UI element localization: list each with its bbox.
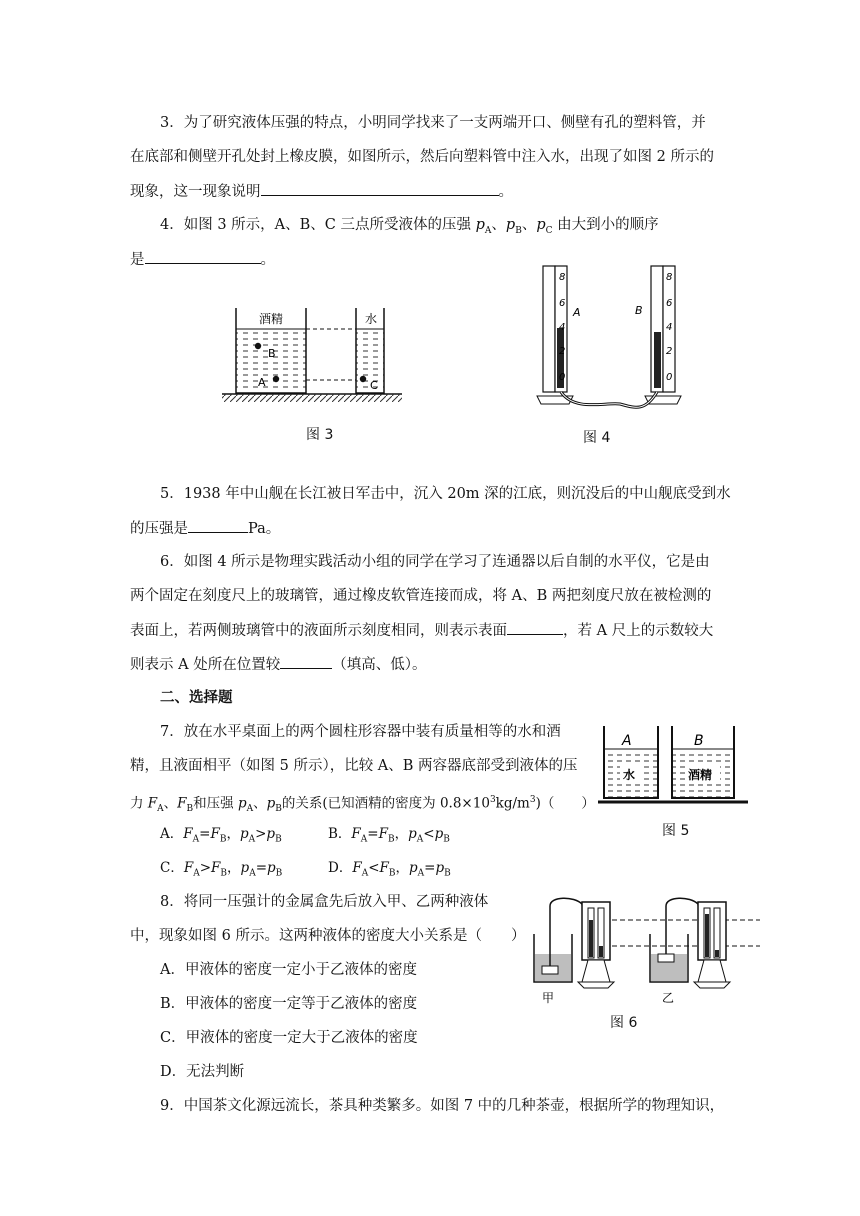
answer-blank[interactable] <box>188 518 248 533</box>
figure-4-diagram <box>535 262 685 422</box>
q6-line-3: 表面上，若两侧玻璃管中的液面所示刻度相同，则表示表面 ，若 A 尺上的示数较大 <box>130 620 713 641</box>
q6-line-4: 则表示 A 处所在位置较 （填高、低）。 <box>130 654 426 675</box>
q4-line-1: 4．如图 3 所示，A、B、C 三点所受液体的压强 $p_A$、$p_B$、$p_C$ 由大到小的顺序 <box>160 217 659 236</box>
answer-blank[interactable] <box>261 181 499 196</box>
figure-6-diagram <box>522 890 762 1005</box>
label-jia: 甲 <box>542 991 555 1005</box>
q6-line-2: 两个固定在刻度尺上的玻璃管，通过橡皮软管连接而成，将 A、B 两把刻度尺放在被检测的 <box>130 588 712 604</box>
q7-line-2: 精，且液面相平（如图 5 所示），比较 A、B 两容器底部受到液体的压 <box>130 758 578 774</box>
q3-line-2: 在底部和侧壁开孔处封上橡皮膜，如图所示，然后向塑料管中注入水，出现了如图 2 所示的 <box>130 149 714 165</box>
svg-text:2: 2 <box>559 346 566 357</box>
point-c-label: C <box>370 379 378 392</box>
svg-text:8: 8 <box>666 272 673 283</box>
q7-option-d[interactable]: D．$F_A<F_B$，$p_A=p_B$ <box>328 860 451 879</box>
svg-text:0: 0 <box>666 372 673 383</box>
q9-line-1: 9．中国茶文化源远流长，茶具种类繁多。如图 7 中的几种茶壶，根据所学的物理知识， <box>160 1098 725 1114</box>
point-b-label: B <box>268 347 276 360</box>
label-water: 水 <box>365 312 378 326</box>
q7-line-1: 7．放在水平桌面上的两个圆柱形容器中装有质量相等的水和酒 <box>160 724 561 740</box>
figure-6-caption: 图 6 <box>610 1015 638 1031</box>
svg-text:0: 0 <box>559 372 566 383</box>
answer-blank[interactable] <box>280 654 332 669</box>
figure-5-diagram <box>598 722 748 812</box>
figure-3-caption: 图 3 <box>306 427 334 443</box>
svg-text:8: 8 <box>559 272 566 283</box>
q5-line-1: 5．1938 年中山舰在长江被日军击中，沉入 20m 深的江底，则沉没后的中山舰底受到水 <box>160 486 731 502</box>
svg-text:6: 6 <box>559 298 566 309</box>
q5-line-2: 的压强是 Pa。 <box>130 518 280 539</box>
figure-3-diagram <box>212 300 412 410</box>
container-a-label: A <box>622 733 632 749</box>
answer-blank[interactable] <box>507 620 563 635</box>
label-yi: 乙 <box>662 991 675 1005</box>
q7-line-3: 力 $F_A$、$F_B$和压强 $p_A$、$p_B$的关系(已知酒精的密度为 $0.8\times 10^3kg/m^3$)（ ） <box>130 795 595 815</box>
q7-option-a[interactable]: A．$F_A=F_B$，$p_A>p_B$ <box>160 826 282 845</box>
q8-option-c[interactable]: C．甲液体的密度一定大于乙液体的密度 <box>160 1030 418 1046</box>
q7-option-b[interactable]: B．$F_A=F_B$，$p_A<p_B$ <box>328 826 450 845</box>
answer-blank[interactable] <box>145 249 261 264</box>
q4-line-2: 是 。 <box>130 249 275 270</box>
q8-option-a[interactable]: A．甲液体的密度一定小于乙液体的密度 <box>160 962 417 978</box>
q6-line-1: 6．如图 4 所示是物理实践活动小组的同学在学习了连通器以后自制的水平仪，它是由 <box>160 554 710 570</box>
svg-text:4: 4 <box>666 322 673 333</box>
point-a-label: A <box>258 376 266 389</box>
q3-line-3: 现象，这一现象说明 。 <box>130 181 513 202</box>
label-alcohol: 酒精 <box>688 768 713 782</box>
label-alcohol: 酒精 <box>259 312 284 326</box>
q8-option-d[interactable]: D．无法判断 <box>160 1064 245 1080</box>
svg-text:4: 4 <box>559 322 566 333</box>
section-heading: 二、选择题 <box>160 689 233 706</box>
svg-text:2: 2 <box>666 346 673 357</box>
container-b-label: B <box>694 733 704 749</box>
ruler-b-label: B <box>635 304 643 317</box>
q8-option-b[interactable]: B．甲液体的密度一定等于乙液体的密度 <box>160 996 418 1012</box>
q7-option-c[interactable]: C．$F_A>F_B$，$p_A=p_B$ <box>160 860 283 879</box>
q8-line-1: 8．将同一压强计的金属盒先后放入甲、乙两种液体 <box>160 894 489 910</box>
q8-line-2: 中，现象如图 6 所示。这两种液体的密度大小关系是（ ） <box>130 928 526 944</box>
svg-text:6: 6 <box>666 298 673 309</box>
ruler-a-label: A <box>573 306 581 319</box>
figure-4-caption: 图 4 <box>583 430 611 446</box>
figure-5-caption: 图 5 <box>662 823 690 839</box>
q3-line-1: 3．为了研究液体压强的特点，小明同学找来了一支两端开口、侧壁有孔的塑料管，并 <box>160 115 706 131</box>
label-water: 水 <box>623 768 636 782</box>
